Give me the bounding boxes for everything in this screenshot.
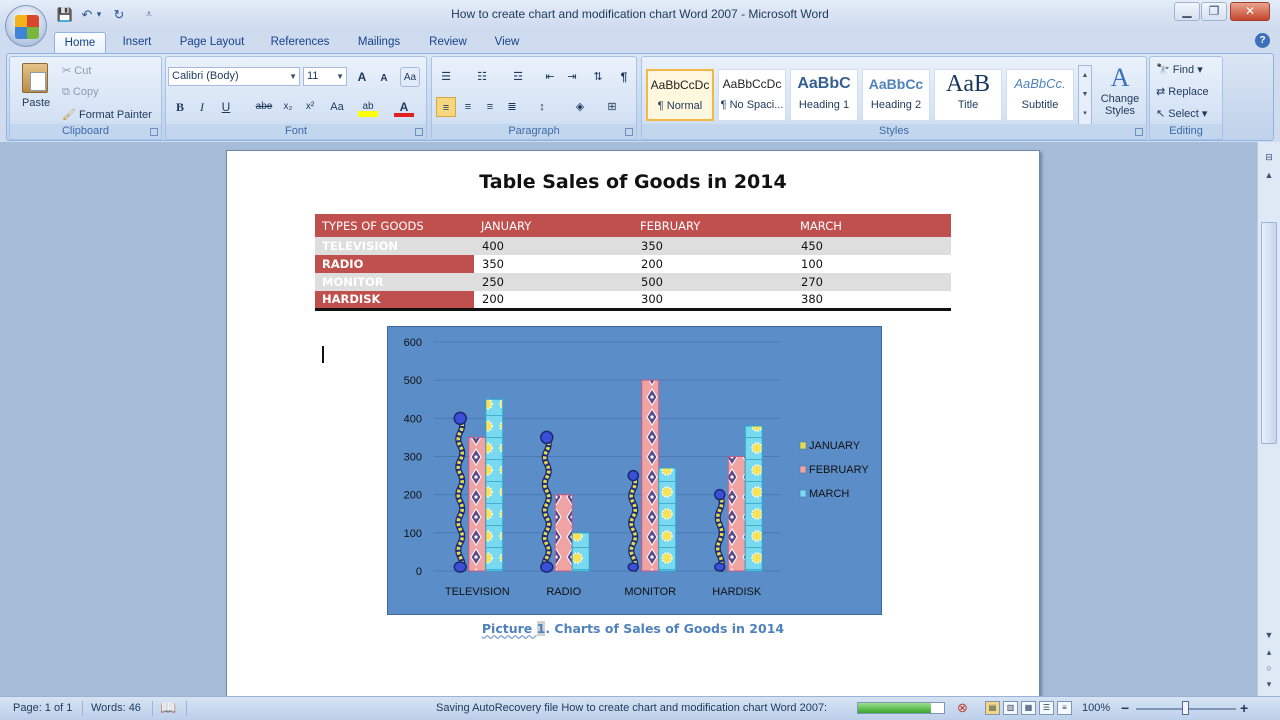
ribbon <box>6 53 1274 141</box>
font-group-label: Font <box>166 124 426 138</box>
multilevel-list-icon[interactable]: ☲ <box>513 71 523 83</box>
justify-icon[interactable]: ≣ <box>507 101 517 113</box>
change-styles-icon: A <box>1110 63 1130 92</box>
document-page[interactable] <box>226 150 1040 696</box>
align-left-icon[interactable]: ≡ <box>436 97 456 117</box>
chart-legend-label: JANUARY <box>809 440 861 452</box>
previous-page-button[interactable]: ▴ <box>1266 647 1272 657</box>
tab-insert[interactable]: Insert <box>122 36 152 48</box>
caption-number-field[interactable]: 1 <box>536 621 546 636</box>
change-case-button[interactable]: Aa <box>330 101 344 113</box>
chart-canvas <box>388 327 883 616</box>
print-layout-view-icon[interactable]: ▤ <box>985 701 1000 715</box>
font-color-button[interactable]: A <box>394 97 414 117</box>
style-heading-2[interactable]: AaBbCc Heading 2 <box>862 69 930 121</box>
chart-bar-february <box>469 437 486 571</box>
chart-x-tick-label: RADIO <box>546 586 582 598</box>
copy-icon: ⧉ <box>62 86 70 98</box>
outline-view-icon[interactable]: ☰ <box>1039 701 1054 715</box>
chart-bar-march <box>572 533 589 571</box>
chart-y-tick-label: 300 <box>403 451 422 464</box>
table-row <box>315 255 951 273</box>
table-cell: 350 <box>482 257 504 271</box>
chart-x-tick-label: HARDISK <box>712 586 762 598</box>
table-cell: 300 <box>633 291 793 309</box>
clipboard-launcher-icon[interactable] <box>150 128 158 136</box>
chart-bar-cap <box>715 490 725 500</box>
table-cell: 200 <box>641 257 663 271</box>
status-bar <box>0 696 1280 720</box>
style-normal[interactable]: AaBbCcDc ¶ Normal <box>646 69 714 121</box>
chart-bar-cap <box>454 412 466 424</box>
chart-y-tick-label: 0 <box>415 566 422 578</box>
table-header-cell: JANUARY <box>474 214 633 237</box>
chart-x-tick-label: MONITOR <box>624 586 677 598</box>
chart-legend-swatch <box>800 442 806 449</box>
style-subtitle[interactable]: AaBbCc. Subtitle <box>1006 69 1074 121</box>
chart-legend-label: MARCH <box>809 488 850 500</box>
table-header-cell: MARCH <box>793 214 951 237</box>
zoom-in-button[interactable]: + <box>1240 700 1249 716</box>
styles-launcher-icon[interactable] <box>1135 128 1143 136</box>
tab-references[interactable]: References <box>270 36 330 48</box>
chart-y-tick-label: 500 <box>403 375 422 388</box>
document-title: Table Sales of Goods in 2014 <box>479 171 787 193</box>
chart-bar-february <box>728 457 745 572</box>
caption-prefix: Picture <box>481 621 537 636</box>
save-progress-fill <box>858 703 931 713</box>
superscript-button[interactable]: x² <box>305 101 315 112</box>
select-button[interactable]: ↖ Select ▾ <box>1156 108 1208 120</box>
text-cursor <box>322 346 324 363</box>
select-browse-object-button[interactable]: ○ <box>1266 663 1272 673</box>
chart-bar-march <box>745 426 762 571</box>
shading-icon[interactable]: ◈ <box>575 101 585 113</box>
status-divider <box>152 701 153 716</box>
full-screen-reading-view-icon[interactable]: ▥ <box>1003 701 1018 715</box>
scroll-thumb[interactable] <box>1261 222 1277 444</box>
ribbon-tab-bar <box>0 30 1280 53</box>
paragraph-group-label: Paragraph <box>432 124 636 138</box>
chart-y-tick-label: 200 <box>403 489 422 502</box>
proofing-icon[interactable]: 📖 <box>160 700 177 715</box>
figure-caption <box>227 621 1039 636</box>
word-count[interactable]: Words: 46 <box>91 702 141 714</box>
document-area <box>0 142 1257 696</box>
tab-home[interactable]: Home <box>54 32 106 53</box>
copy-button[interactable]: ⧉ Copy <box>62 86 99 98</box>
italic-button[interactable]: I <box>200 100 204 114</box>
strikethrough-button[interactable]: abe <box>255 101 273 112</box>
chart-bar-cap <box>628 563 638 571</box>
chart-legend-label: FEBRUARY <box>809 464 869 476</box>
line-spacing-icon[interactable]: ↕ <box>539 101 545 113</box>
paragraph-group <box>431 56 637 140</box>
office-button[interactable] <box>5 5 47 47</box>
chart-x-tick-label: TELEVISION <box>444 586 510 598</box>
paste-button[interactable]: Paste <box>22 97 51 109</box>
format-painter-button[interactable]: 🖌 Format Painter <box>62 109 152 121</box>
cut-button[interactable]: ✂ Cut <box>62 65 92 77</box>
next-page-button[interactable]: ▾ <box>1266 679 1272 689</box>
chart-bar-cap <box>715 563 725 571</box>
align-right-icon[interactable]: ≡ <box>486 101 494 113</box>
zoom-out-button[interactable]: − <box>1121 700 1130 716</box>
chart-y-tick-label: 100 <box>403 527 422 540</box>
table-row <box>315 273 951 291</box>
binoculars-icon: 🔭 <box>1156 64 1170 76</box>
chart-legend-swatch <box>800 490 806 497</box>
clear-formatting-button[interactable]: Aa <box>400 67 420 87</box>
undo-icon[interactable]: ↶ <box>81 7 93 22</box>
zoom-slider-thumb[interactable] <box>1182 701 1189 715</box>
styles-group <box>641 56 1147 140</box>
draft-view-icon[interactable]: ≡ <box>1057 701 1072 715</box>
table-cell: TELEVISION <box>315 237 474 255</box>
table-cell: 500 <box>633 273 793 291</box>
save-progress-bar <box>857 702 945 714</box>
chart-bar-march <box>659 468 676 571</box>
scroll-down-button[interactable]: ▼ <box>1264 630 1274 640</box>
paintbrush-icon: 🖌 <box>62 109 76 121</box>
office-logo-icon <box>15 15 39 39</box>
chart-bar-cap <box>541 562 553 572</box>
table-cell: 380 <box>793 291 951 309</box>
borders-icon[interactable]: ⊞ <box>607 101 617 113</box>
clipboard-group-label: Clipboard <box>10 124 161 138</box>
zoom-level[interactable]: 100% <box>1082 702 1111 714</box>
align-center-icon[interactable]: ≡ <box>464 101 472 113</box>
caption-text: . Charts of Sales of Goods in 2014 <box>545 621 785 636</box>
cursor-icon: ↖ <box>1156 108 1166 120</box>
tab-mailings[interactable]: Mailings <box>357 36 401 48</box>
save-icon[interactable]: 💾 <box>56 7 74 22</box>
font-size-dropdown[interactable]: 11 ▼ <box>303 67 347 86</box>
table-cell: 450 <box>793 237 951 255</box>
tab-page-layout[interactable]: Page Layout <box>179 36 245 48</box>
chart-bar-cap <box>541 431 553 443</box>
shrink-font-button[interactable]: A <box>380 73 388 84</box>
status-divider <box>82 701 83 716</box>
redo-icon[interactable]: ↻ <box>113 7 125 22</box>
scissors-icon: ✂ <box>62 65 72 77</box>
table-cell: MONITOR <box>315 273 474 291</box>
table-cell: 270 <box>793 273 951 291</box>
font-group <box>165 56 427 140</box>
table-header-cell: TYPES OF GOODS <box>315 214 474 237</box>
table-cell: 100 <box>801 257 823 271</box>
customize-qat-icon[interactable]: ⩡ <box>146 9 152 20</box>
increase-indent-icon[interactable]: ⇥ <box>567 71 577 83</box>
undo-dropdown-icon[interactable]: ▾ <box>96 9 102 19</box>
tab-view[interactable]: View <box>494 36 520 48</box>
styles-scroll[interactable]: ▲ ▼ ▾ <box>1078 65 1092 125</box>
close-button[interactable]: ✕ <box>1230 2 1270 21</box>
table-cell: 250 <box>474 273 633 291</box>
bold-button[interactable]: B <box>175 100 184 114</box>
table-row <box>315 291 951 309</box>
table-cell: 400 <box>474 237 633 255</box>
grow-font-button[interactable]: A <box>357 70 367 84</box>
style-heading-1[interactable]: AaBbC Heading 1 <box>790 69 858 121</box>
window-title: How to create chart and modification chart Word 2007 - Microsoft Word <box>451 7 829 21</box>
table-cell: HARDISK <box>315 291 474 309</box>
numbering-icon[interactable]: ☷ <box>477 71 487 83</box>
autorecovery-status: Saving AutoRecovery file How to create chart and modification chart Word 2007: <box>436 702 828 714</box>
chart-y-tick-label: 400 <box>403 413 422 426</box>
chart-bar-march <box>486 399 503 571</box>
highlight-button[interactable]: ab <box>358 97 378 117</box>
show-marks-button[interactable]: ¶ <box>620 70 628 84</box>
subscript-button[interactable]: x₂ <box>283 101 293 112</box>
style-no-spacing[interactable]: AaBbCcDc ¶ No Spaci... <box>718 69 786 121</box>
vertical-scrollbar[interactable] <box>1257 142 1280 696</box>
replace-button[interactable]: ⇄ Replace <box>1156 86 1209 98</box>
sort-icon[interactable]: ⇅ <box>593 71 603 83</box>
editing-group-label: Editing <box>1150 124 1222 138</box>
font-launcher-icon[interactable] <box>415 128 423 136</box>
chart-bar-cap <box>628 471 638 481</box>
minimize-button[interactable]: ▁ <box>1174 2 1200 21</box>
style-title[interactable]: AaB Title <box>934 69 1002 121</box>
paragraph-launcher-icon[interactable] <box>625 128 633 136</box>
restore-button[interactable]: ❐ <box>1201 2 1227 21</box>
page-count[interactable]: Page: 1 of 1 <box>13 702 73 714</box>
styles-group-label: Styles <box>642 124 1146 138</box>
web-layout-view-icon[interactable]: ▦ <box>1021 701 1036 715</box>
cancel-save-icon[interactable]: ⊗ <box>957 700 968 715</box>
sales-table[interactable] <box>315 214 951 311</box>
bullets-icon[interactable]: ☰ <box>441 71 451 83</box>
scroll-up-button[interactable]: ▲ <box>1264 170 1274 180</box>
table-row <box>315 237 951 255</box>
chart-legend-swatch <box>800 466 806 473</box>
chart-bar-cap <box>454 562 466 572</box>
replace-icon: ⇄ <box>1156 86 1166 98</box>
table-cell: RADIO <box>315 255 474 273</box>
status-divider <box>186 701 187 716</box>
clipboard-group <box>9 56 162 140</box>
chart-y-tick-label: 600 <box>403 337 422 349</box>
table-cell: 350 <box>633 237 793 255</box>
title-bar <box>0 0 1280 30</box>
table-cell: 200 <box>474 291 633 309</box>
help-icon[interactable]: ? <box>1255 33 1270 48</box>
find-button[interactable]: 🔭 Find ▾ <box>1156 64 1203 76</box>
decrease-indent-icon[interactable]: ⇤ <box>545 71 555 83</box>
chart-bar-february <box>642 380 659 571</box>
font-name-dropdown[interactable]: Calibri (Body) ▼ <box>168 67 300 86</box>
table-header-cell: FEBRUARY <box>633 214 793 237</box>
editing-group <box>1149 56 1223 140</box>
ruler-toggle-icon[interactable]: ⊟ <box>1265 152 1273 162</box>
paste-icon[interactable] <box>22 63 48 93</box>
chart-bar-february <box>555 495 572 571</box>
sales-chart[interactable] <box>387 326 882 615</box>
tab-review[interactable]: Review <box>429 36 467 48</box>
change-styles-button[interactable]: A Change Styles <box>1100 63 1140 117</box>
underline-button[interactable]: U <box>221 100 231 114</box>
